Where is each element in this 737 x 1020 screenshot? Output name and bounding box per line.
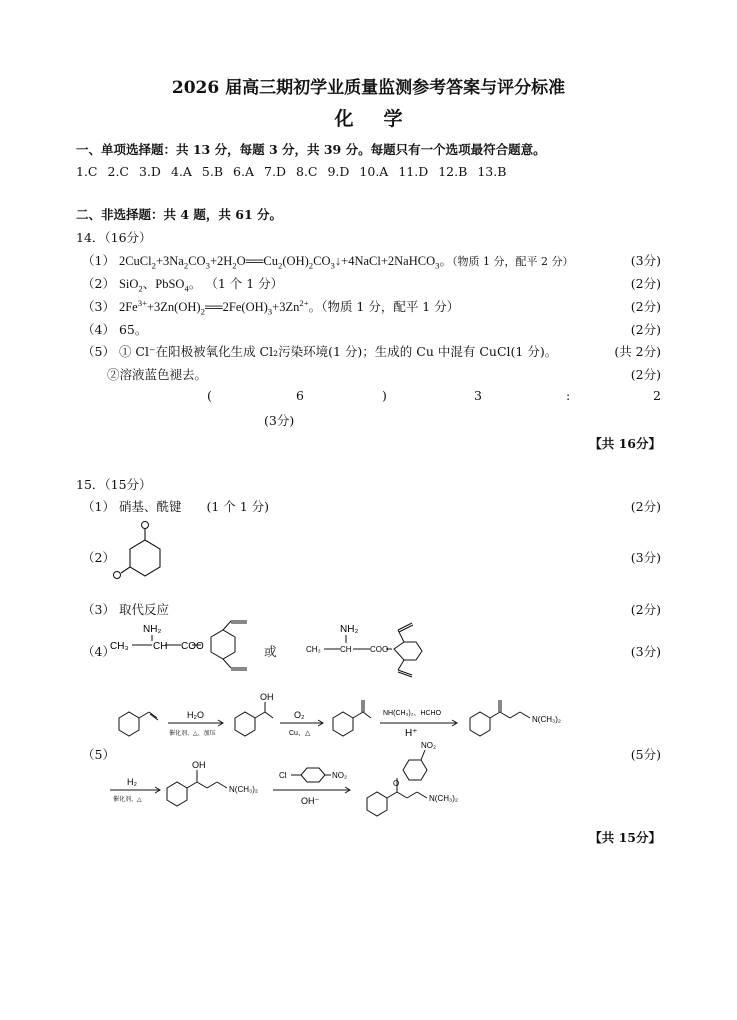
- q15-line1: [82, 497, 269, 515]
- q14-l1-equation: $2CuCl_2+3Na_2CO_3+2H_2O══Cu_2(OH)_2CO_3↓+4NaCl+2NaHCO_3$。: [118, 254, 452, 271]
- q14-l1-points: (3分): [630, 253, 661, 268]
- mcq-answers: [76, 164, 516, 179]
- ch3-label: CH₃: [110, 641, 129, 652]
- q14-line2: [82, 274, 283, 294]
- q15-l3-points: (2分): [630, 602, 661, 617]
- answer-6: 6.A: [233, 164, 255, 179]
- q14-l5-answer-b: ②溶液蓝色褪去。: [107, 367, 208, 382]
- q14-l4-points: (2分): [630, 322, 661, 337]
- oh-label-1: OH: [260, 692, 274, 702]
- q14-l2-formula: SiO$_2$、PbSO$_4$。: [118, 277, 202, 294]
- q14-l3-num: （3）: [82, 299, 115, 314]
- q14-l5a-points: (共 2分): [614, 344, 661, 359]
- q15-l2-num: （2）: [82, 550, 115, 565]
- q15-l3-answer: 取代反应: [118, 602, 169, 617]
- part2-heading: 二、非选择题：共 4 题，共 61 分。: [76, 207, 283, 222]
- q14-l2-note: （1 个 1 分）: [205, 276, 284, 291]
- q15-l4-structure-b: [300, 615, 420, 680]
- ch3-label-b: CH₃: [306, 645, 321, 654]
- q14-line5: [82, 342, 557, 360]
- q14-l6-colon: :: [566, 388, 571, 403]
- q15-l1-points: (2分): [630, 499, 661, 514]
- answer-13: 13.B: [477, 164, 507, 179]
- q14-l6-n1: 6: [296, 388, 304, 403]
- answer-9: 9.D: [327, 164, 350, 179]
- ch-label: CH: [153, 641, 168, 652]
- q15-l1-num: （1）: [82, 499, 115, 514]
- q15-l5-points: (5分): [630, 747, 661, 762]
- answer-7: 7.D: [264, 164, 286, 179]
- nme2-label-2: N(CH₃)₂: [229, 785, 259, 794]
- cl-label: Cl: [279, 771, 287, 780]
- q14-total: 【共 16分】: [589, 436, 661, 451]
- no2-label-1: NO₂: [332, 771, 348, 780]
- reagent-mannich: NH(CH₃)₂、HCHO: [383, 710, 442, 717]
- answer-10: 10.A: [359, 164, 389, 179]
- q15-l4-or: 或: [264, 644, 277, 659]
- answer-1: 1.C: [76, 164, 98, 179]
- q14-l6-n2: 3: [474, 388, 482, 403]
- page-title: 2026 届高三期初学业质量监测参考答案与评分标准: [171, 78, 566, 98]
- condition-4: 催化剂、△: [113, 797, 142, 803]
- q14-l6-close: ): [382, 388, 387, 403]
- reagent-h2o: H₂O: [187, 710, 204, 720]
- answer-12: 12.B: [438, 164, 468, 179]
- answer-5: 5.B: [201, 164, 224, 179]
- oh-label-2: OH: [192, 760, 206, 770]
- q14-line1: [82, 251, 573, 271]
- q14-l6-n3: 2: [653, 388, 661, 403]
- answer-2: 2.C: [107, 164, 129, 179]
- q14-l3-points: (2分): [630, 299, 661, 314]
- nh2-label: NH₂: [143, 624, 162, 635]
- q14-l4-num: （4）: [82, 322, 115, 337]
- nme2-label-1: N(CH₃)₂: [532, 715, 562, 724]
- reagent-h2: H₂: [127, 777, 137, 787]
- q14-l6-points: (3分): [264, 413, 295, 428]
- hplus-label: H⁺: [405, 728, 418, 739]
- condition-2: Cu、△: [289, 730, 311, 737]
- q15-header: 15．（15分）: [76, 477, 152, 492]
- subject-title: 化学: [334, 108, 433, 130]
- part1-heading: 一、单项选择题：共 13 分，每题 3 分，共 39 分。每题只有一个选项最符合题意。: [76, 142, 546, 157]
- answer-3: 3.D: [139, 164, 161, 179]
- q15-l4-num: （4）: [82, 644, 115, 659]
- answer-8: 8.C: [295, 164, 318, 179]
- no2-label-2: NO₂: [421, 741, 437, 750]
- coo-label: COO: [181, 641, 204, 652]
- q15-l4-points: (3分): [630, 644, 661, 659]
- q15-l5-num: （5）: [82, 747, 115, 762]
- ohminus-label: OH⁻: [301, 796, 320, 806]
- ch-label-b: CH: [340, 645, 352, 654]
- q14-l1-note: （物质 1 分，配平 2 分）: [451, 255, 574, 268]
- q14-l2-points: (2分): [630, 276, 661, 291]
- answer-4: 4.A: [170, 164, 192, 179]
- q14-line4: [82, 320, 147, 338]
- q14-l5b-points: (2分): [630, 367, 661, 382]
- q14-l3-equation: $2Fe^{3+}+3Zn(OH)_2══2Fe(OH)_3+3Zn^{2+}$。: [118, 297, 322, 317]
- q14-l5-answer-a: ① Cl⁻在阳极被氧化生成 Cl₂污染环境(1 分)；生成的 Cu 中混有 CuCl(1 分)。: [118, 344, 558, 359]
- q15-synthesis-route: [105, 680, 665, 830]
- q14-header: 14．（16分）: [76, 230, 152, 245]
- nh2-label-b: NH₂: [340, 624, 359, 635]
- q14-l2-num: （2）: [82, 276, 115, 291]
- coo-label-b: COO: [370, 645, 389, 654]
- q15-l4-structure-a: [105, 615, 260, 680]
- q15-l2-points: (3分): [630, 550, 661, 565]
- q14-l6-open: (: [207, 388, 212, 403]
- nme2-label-3: N(CH₃)₂: [429, 794, 459, 803]
- q14-l3-note: （物质 1 分，配平 1 分）: [321, 299, 460, 314]
- reagent-o2: O₂: [294, 710, 305, 720]
- q14-l4-answer: 65。: [118, 322, 148, 337]
- q14-l5-num: （5）: [82, 344, 115, 359]
- q14-line3: [82, 297, 459, 317]
- answer-11: 11.D: [398, 164, 429, 179]
- q15-l1-answer: 硝基、酰键 (1 个 1 分): [118, 499, 270, 514]
- condition-1: 催化剂、△、加压: [169, 731, 216, 737]
- q15-l3-num: （3）: [82, 602, 115, 617]
- q15-total: 【共 15分】: [589, 830, 661, 845]
- o-label: O: [393, 779, 400, 788]
- q14-l1-num: （1）: [82, 253, 115, 268]
- cyclohexanedione-structure: [100, 518, 170, 588]
